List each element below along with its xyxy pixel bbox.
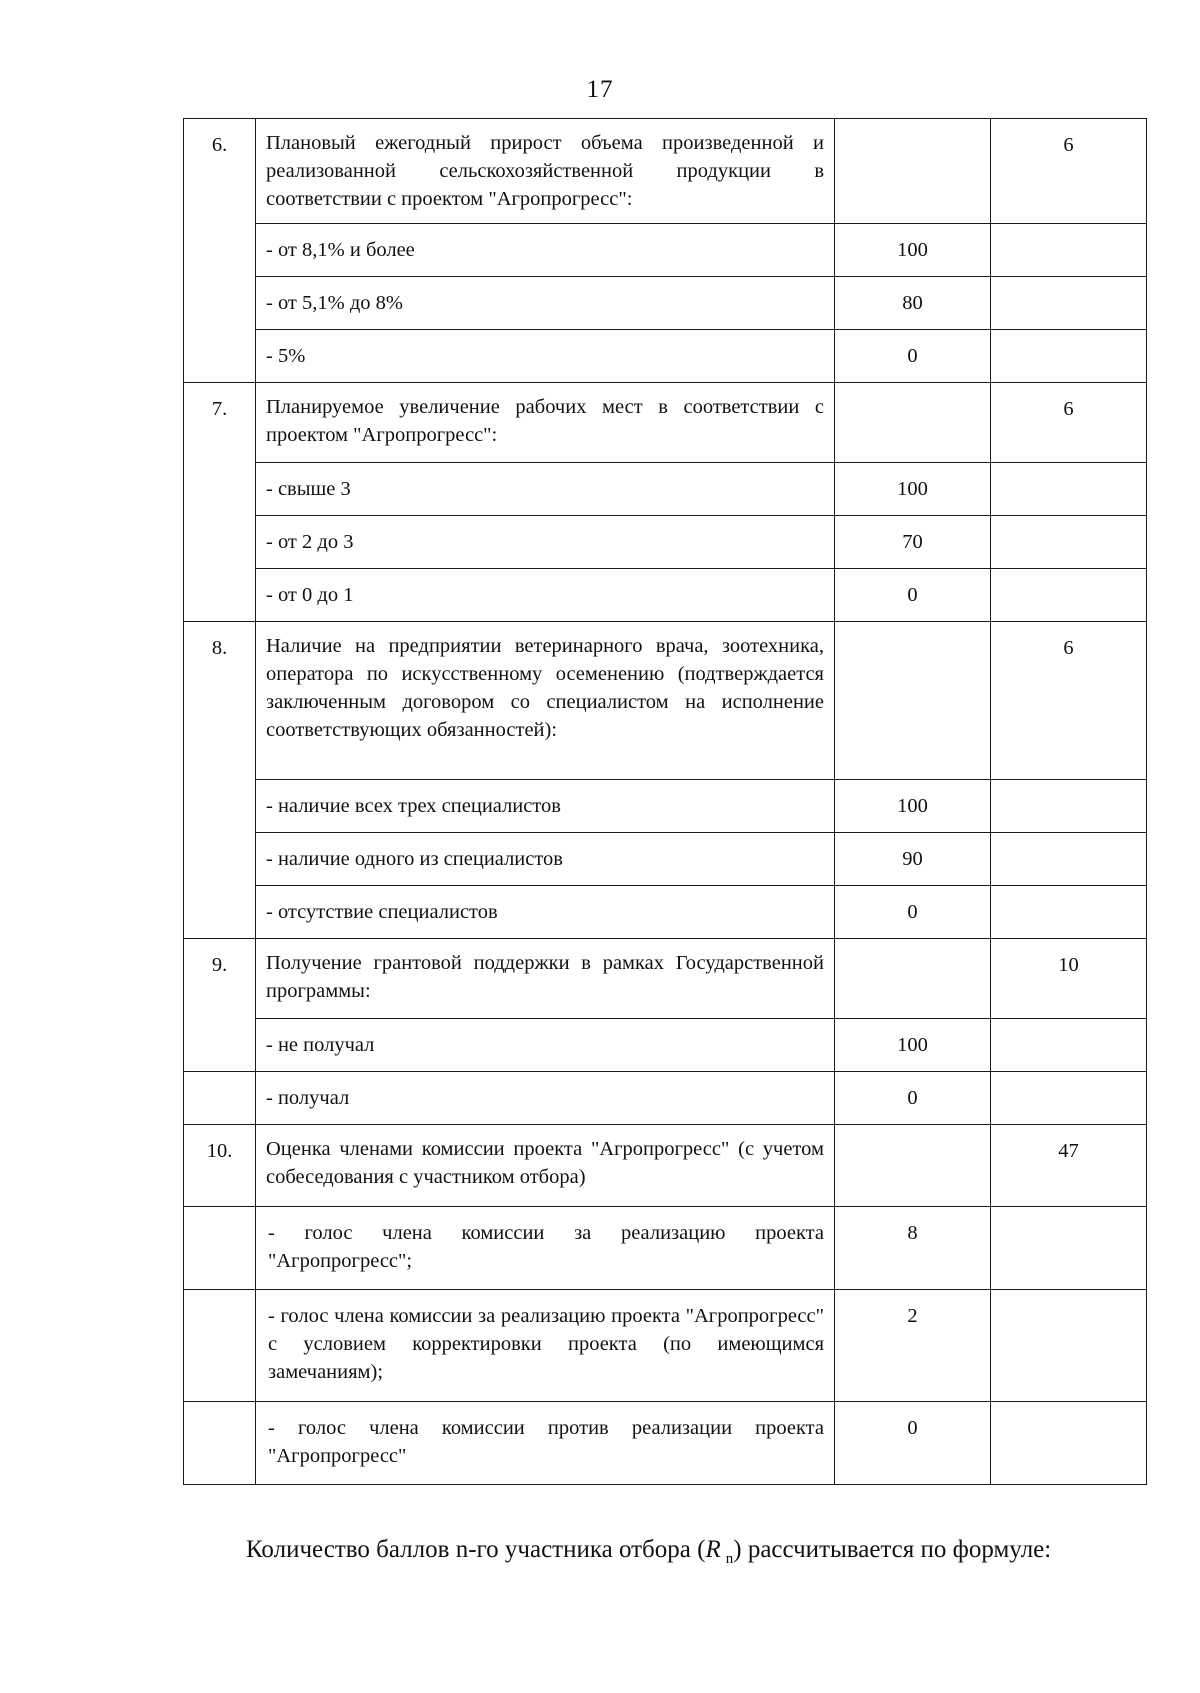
- option-weight-empty: [991, 1019, 1147, 1072]
- formula-variable-subscript: n: [725, 1551, 734, 1567]
- option-weight-empty: [991, 330, 1147, 383]
- option-row: [184, 1019, 1147, 1072]
- option-weight-empty: [991, 569, 1147, 622]
- criterion-text: Наличие на предприятии ветеринарного врача, зоотехника, оператора по искусственному осеменению (подтверждается заключенным договором со специалистом на исполнение соответствующих обязанностей):: [256, 622, 835, 780]
- criterion-number-empty: [184, 1290, 256, 1402]
- criterion-text: Плановый ежегодный прирост объема произведенной и реализованной сельскохозяйственной продукции в соответствии с проектом "Агропрогресс":: [256, 119, 835, 224]
- option-score: 80: [835, 277, 991, 330]
- criterion-weight: 47: [991, 1125, 1147, 1207]
- criterion-number: 10.: [184, 1125, 256, 1207]
- option-label: - голос члена комиссии против реализации проекта "Агропрогресс": [256, 1402, 835, 1485]
- option-weight-empty: [991, 886, 1147, 939]
- option-row: [184, 277, 1147, 330]
- option-label: - голос члена комиссии за реализацию проекта "Агропрогресс" с условием корректировки проекта (по имеющимся замечаниям);: [256, 1290, 835, 1402]
- option-row: [184, 1072, 1147, 1125]
- criterion-text: Получение грантовой поддержки в рамках Государственной программы:: [256, 939, 835, 1019]
- criterion-weight: 10: [991, 939, 1147, 1019]
- option-row: [184, 833, 1147, 886]
- criterion-text: Оценка членами комиссии проекта "Агропрогресс" (с учетом собеседования с участником отбора): [256, 1125, 835, 1207]
- option-weight-empty: [991, 463, 1147, 516]
- option-row: [184, 1402, 1147, 1485]
- option-row: [184, 780, 1147, 833]
- criterion-score-empty: [835, 622, 991, 780]
- option-score: 100: [835, 463, 991, 516]
- option-score: 0: [835, 569, 991, 622]
- option-score: 70: [835, 516, 991, 569]
- option-label: - от 0 до 1: [256, 569, 835, 622]
- criterion-number-empty: [184, 1072, 256, 1125]
- option-weight-empty: [991, 1072, 1147, 1125]
- formula-variable: R: [705, 1536, 721, 1563]
- criterion-number: 8.: [184, 622, 256, 939]
- criterion-number: 9.: [184, 939, 256, 1072]
- criterion-score-empty: [835, 939, 991, 1019]
- criterion-weight: 6: [991, 383, 1147, 463]
- criterion-text: Планируемое увеличение рабочих мест в соответствии с проектом "Агропрогресс":: [256, 383, 835, 463]
- criterion-score-empty: [835, 119, 991, 224]
- option-weight-empty: [991, 833, 1147, 886]
- criterion-number: 6.: [184, 119, 256, 383]
- option-score: 0: [835, 330, 991, 383]
- option-score: 2: [835, 1290, 991, 1402]
- option-row: [184, 1207, 1147, 1290]
- criterion-row-8: [184, 622, 1147, 780]
- option-score: 100: [835, 1019, 991, 1072]
- option-label: - получал: [256, 1072, 835, 1125]
- option-label: - отсутствие специалистов: [256, 886, 835, 939]
- option-weight-empty: [991, 1207, 1147, 1290]
- criterion-row-6: [184, 119, 1147, 224]
- page-number: 17: [586, 76, 614, 103]
- option-score: 0: [835, 1072, 991, 1125]
- criterion-number-empty: [184, 1207, 256, 1290]
- criterion-score-empty: [835, 383, 991, 463]
- option-row: [184, 516, 1147, 569]
- criteria-table: [183, 118, 1147, 1485]
- option-label: - не получал: [256, 1019, 835, 1072]
- option-label: - наличие одного из специалистов: [256, 833, 835, 886]
- option-row: [184, 224, 1147, 277]
- option-row: [184, 1290, 1147, 1402]
- criterion-score-empty: [835, 1125, 991, 1207]
- option-row: [184, 330, 1147, 383]
- criterion-number: 7.: [184, 383, 256, 622]
- option-score: 90: [835, 833, 991, 886]
- option-row: [184, 569, 1147, 622]
- option-score: 100: [835, 224, 991, 277]
- option-score: 0: [835, 886, 991, 939]
- option-weight-empty: [991, 1402, 1147, 1485]
- option-label: - свыше 3: [256, 463, 835, 516]
- formula-intro: [246, 1536, 1146, 1568]
- option-score: 100: [835, 780, 991, 833]
- option-weight-empty: [991, 277, 1147, 330]
- criterion-row-7: [184, 383, 1147, 463]
- criterion-number-empty: [184, 1402, 256, 1485]
- formula-intro-text: Количество баллов n-го участника отбора (: [246, 1536, 706, 1563]
- criterion-weight: 6: [991, 119, 1147, 224]
- criterion-weight: 6: [991, 622, 1147, 780]
- option-weight-empty: [991, 780, 1147, 833]
- option-row: [184, 886, 1147, 939]
- criterion-row-9: [184, 939, 1147, 1019]
- option-label: - от 2 до 3: [256, 516, 835, 569]
- option-label: - от 5,1% до 8%: [256, 277, 835, 330]
- option-weight-empty: [991, 1290, 1147, 1402]
- option-weight-empty: [991, 516, 1147, 569]
- option-label: - наличие всех трех специалистов: [256, 780, 835, 833]
- option-score: 8: [835, 1207, 991, 1290]
- option-label: - голос члена комиссии за реализацию проекта "Агропрогресс";: [256, 1207, 835, 1290]
- option-score: 0: [835, 1402, 991, 1485]
- option-label: - 5%: [256, 330, 835, 383]
- option-row: [184, 463, 1147, 516]
- criterion-row-10: [184, 1125, 1147, 1207]
- option-label: - от 8,1% и более: [256, 224, 835, 277]
- option-weight-empty: [991, 224, 1147, 277]
- formula-intro-text-end: ) рассчитывается по формуле:: [733, 1536, 1052, 1563]
